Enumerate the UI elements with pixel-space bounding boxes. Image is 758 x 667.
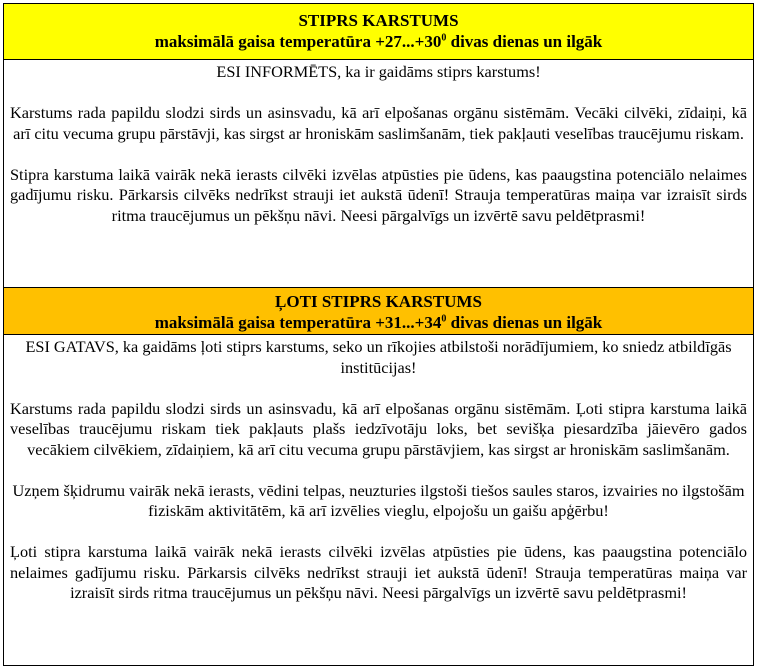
section2-body	[4, 335, 753, 665]
section2-degree: 0	[441, 313, 447, 325]
section2-subtitle-text: maksimālā gaisa temperatūra +31...+34	[154, 313, 442, 332]
section1-paragraph: Karstums rada papildu slodzi sirds un asinsvadu, kā arī elpošanas orgānu sistēmām. Vecāki cilvēki, zīdaiņi, kā arī citu vecuma grupu pārstāvji, kas sirgst ar hroniskām saslimšanām, tiek pakļauti veselības traucējumu riskam.	[10, 103, 747, 143]
section1-subtitle-text: maksimālā gaisa temperatūra +27...+30	[154, 32, 442, 51]
section2-paragraph: Uzņem šķidrumu vairāk nekā ierasts, vēdini telpas, neuzturies ilgstoši tiešos saules staros, izvairies no ilgstošām fiziskām aktivitātēm, kā arī izvēlies vieglu, elpojošu un gaišu apģērbu!	[12, 480, 745, 520]
section1-heading	[4, 4, 753, 60]
heat-warning-table	[3, 3, 754, 666]
section2-paragraph: Karstums rada papildu slodzi sirds un asinsvadu, kā arī elpošanas orgānu sistēmām. Ļoti stipra karstuma laikā veselības traucējumu riskam tiek pakļauts plašs iedzīvotāju loks, bet sevišķa piesardzība jāievēro gados vecākiem cilvēkiem, zīdaiņiem, kā arī citu vecuma grupu pārstāvjiem, kas sirgst ar hroniskām saslimšanām.	[10, 398, 747, 459]
section1-degree: 0	[441, 32, 447, 44]
section1-paragraph: Stipra karstuma laikā vairāk nekā ierasts cilvēki izvēlas atpūsties pie ūdens, kas paaugstina potenciālo nelaimes gadījumu risku. Pārkarsis cilvēks nedrīkst strauji iet aukstā ūdenī! Strauja temperatūras maiņa var izraisīt sirds ritma traucējumus un pēkšņu nāvi. Neesi pārgalvīgs un izvērtē savu peldētprasmi!	[10, 164, 747, 225]
section2-paragraph: ESI GATAVS, ka gaidāms ļoti stiprs karstums, seko un rīkojies atbilstoši norādījumiem, ko sniedz atbildīgās institūcijas!	[25, 337, 732, 377]
section2-heading	[4, 288, 753, 335]
section1-subtitle	[4, 31, 753, 52]
section1-body	[4, 60, 753, 288]
section1-paragraph: ESI INFORMĒTS, ka ir gaidāms stiprs karstums!	[216, 62, 541, 81]
section1-title: STIPRS KARSTUMS	[298, 11, 459, 30]
section1-subtitle-tail: divas dienas un ilgāk	[446, 32, 603, 51]
section2-subtitle	[4, 312, 753, 333]
section2-title: ĻOTI STIPRS KARSTUMS	[275, 292, 482, 311]
section2-subtitle-tail: divas dienas un ilgāk	[446, 313, 603, 332]
section2-paragraph: Ļoti stipra karstuma laikā vairāk nekā ierasts cilvēki izvēlas atpūsties pie ūdens, kas paaugstina potenciālo nelaimes gadījumu risku. Pārkarsis cilvēks nedrīkst strauji iet aukstā ūdenī! Strauja temperatūras maiņa var izraisīt sirds ritma traucējumus un pēkšņu nāvi. Neesi pārgalvīgs un izvērtē savu peldētprasmi!	[10, 542, 747, 602]
